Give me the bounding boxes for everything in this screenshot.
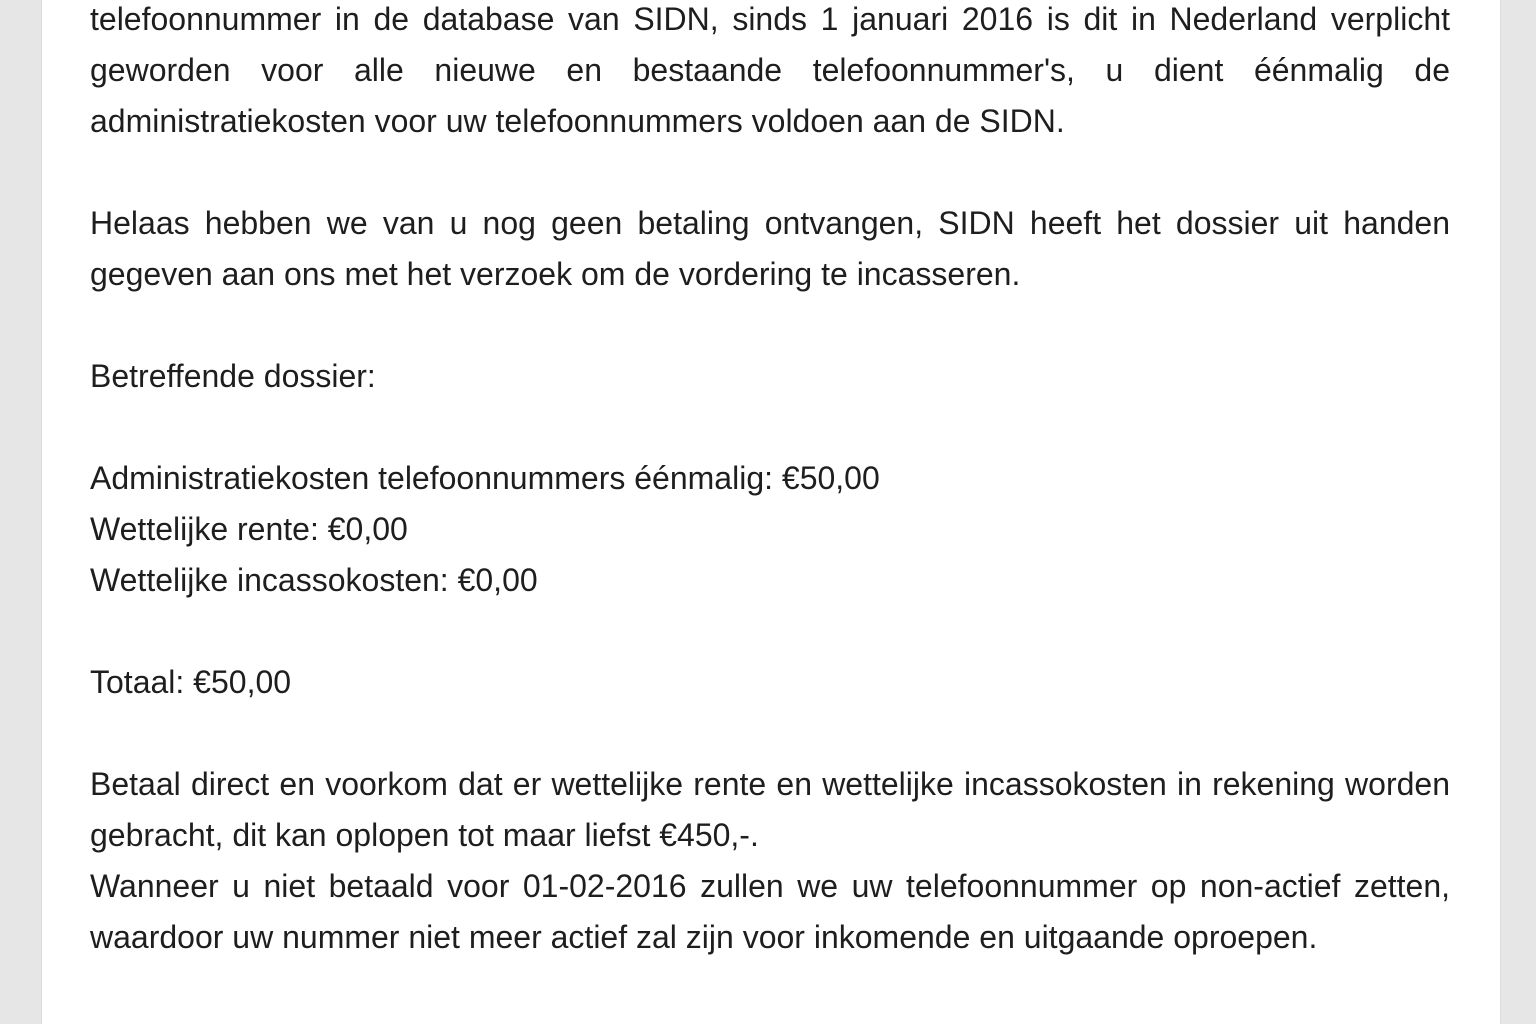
- cost-item-collection: Wettelijke incassokosten: €0,00: [90, 562, 538, 598]
- cost-item-administration: Administratiekosten telefoonnummers éénmalig: €50,00: [90, 460, 880, 496]
- dossier-heading: Betreffende dossier:: [90, 358, 376, 394]
- email-paragraph-payment-missing: Helaas hebben we van u nog geen betaling ontvangen, SIDN heeft het dossier uit handen gegeven aan ons met het verzoek om de vordering te incasseren.: [90, 205, 1450, 292]
- email-paragraph-registration: telefoonnummer in de database van SIDN, sinds 1 januari 2016 is dit in Nederland verplicht geworden voor alle nieuwe en bestaande telefoonnummer's, u dient éénmalig de administratiekosten voor uw telefoonnummers voldoen aan de SIDN.: [90, 1, 1450, 139]
- cost-breakdown-list: [90, 453, 1450, 606]
- total-amount: Totaal: €50,00: [90, 664, 292, 700]
- email-message-card: [42, 0, 1500, 1024]
- email-paragraph-pay-now: Betaal direct en voorkom dat er wettelijke rente en wettelijke incassokosten in rekening worden gebracht, dit kan oplopen tot maar liefst €450,-.: [90, 766, 1450, 853]
- email-body: [90, 0, 1450, 963]
- email-paragraph-deactivation-warning: Wanneer u niet betaald voor 01-02-2016 zullen we uw telefoonnummer op non-actief zetten, waardoor uw nummer niet meer actief zal zijn voor inkomende en uitgaande oproepen.: [90, 868, 1450, 955]
- cost-item-interest: Wettelijke rente: €0,00: [90, 511, 408, 547]
